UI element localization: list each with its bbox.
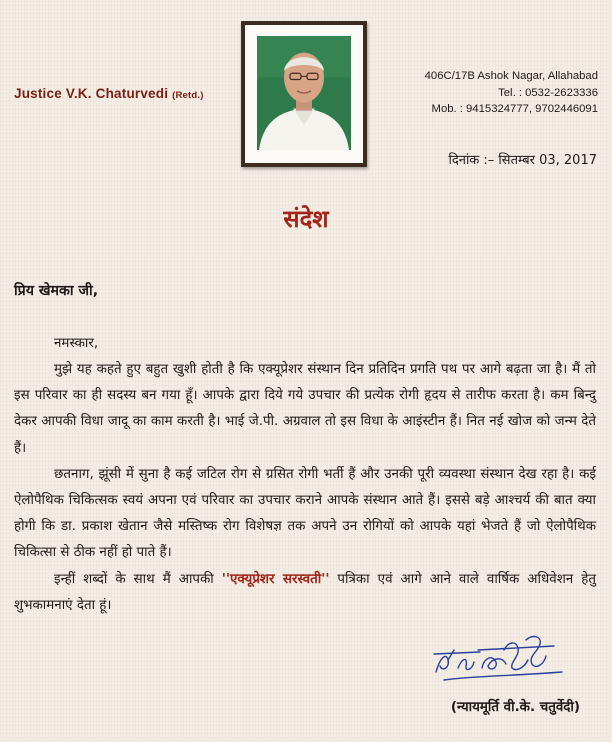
portrait-mat [245, 25, 363, 163]
paragraph-3-end: पत्रिका एवं आगे आने वाले वार्षिक अधिवेशन हेतु शुभकामनाएं देता हूं। [14, 571, 596, 613]
signature-text: वी.के. चतुर्वेदी [432, 628, 438, 629]
signatory-name: (न्यायमूर्ति वी.के. चतुर्वेदी) [450, 700, 580, 715]
letter-body [14, 357, 596, 619]
paragraph-1: मुझे यह कहते हुए बहुत खुशी होती है कि एक्यूप्रेशर संस्थान दिन प्रतिदिन प्रगति पथ पर आगे बढ़ता जा है। मैं तो इस परिवार का ही सदस्य बन गया हूँ। आपके द्वारा दिये गये उपचार की प्रत्येक रोगी हृदय से तारीफ करता है। कम बिन्दु देकर आपकी विधा जादू का काम करती है। भाई जे.पी. अग्रवाल तो इस विधा के आइंस्टीन हैं। नित नई खोज को जन्म देते हैं। [14, 362, 596, 456]
paragraph-3-start: इन्हीं शब्दों के साथ मैं आपकी [54, 571, 222, 587]
salutation: प्रिय खेमका जी, [14, 283, 99, 299]
paragraph-3 [14, 567, 596, 619]
magazine-title: ''एक्यूप्रेशर सरस्वती'' [221, 571, 330, 587]
telephone-line: Tel. : 0532-2623336 [498, 86, 598, 99]
portrait-photo [257, 36, 351, 150]
letter-date: दिनांक :– सितम्बर 03, 2017 [448, 153, 597, 168]
portrait-frame [241, 21, 367, 167]
author-name-text: Justice V.K. Chaturvedi [14, 86, 169, 101]
greeting: नमस्कार, [54, 336, 99, 351]
message-heading: संदेश [283, 205, 329, 233]
author-name-suffix: (Retd.) [172, 90, 204, 101]
contact-address [425, 68, 598, 118]
handwritten-signature [432, 628, 567, 686]
paragraph-2: छतनाग, झूंसी में सुना है कई जटिल रोग से ग्रसित रोगी भर्ती हैं और उनकी पूरी व्यवस्था संस्थान देख रहा है। कई ऐलोपैथिक चिकित्सक स्वयं अपना एवं परिवार का उपचार कराने आपके संस्थान आते हैं। इससे बड़े आश्चर्य की बात क्या होगी कि डा. प्रकाश खेतान जैसे मस्तिष्क रोग विशेषज्ञ तक अपने उन रोगियों को आपके यहां भेजते हैं जो ऐलोपैथिक चिकित्सा से ठीक नहीं हो पाते हैं। [14, 466, 596, 561]
address-line: 406C/17B Ashok Nagar, Allahabad [424, 70, 598, 82]
mobile-line: Mob. : 9415324777, 9702446091 [431, 103, 598, 115]
author-name [14, 86, 204, 101]
